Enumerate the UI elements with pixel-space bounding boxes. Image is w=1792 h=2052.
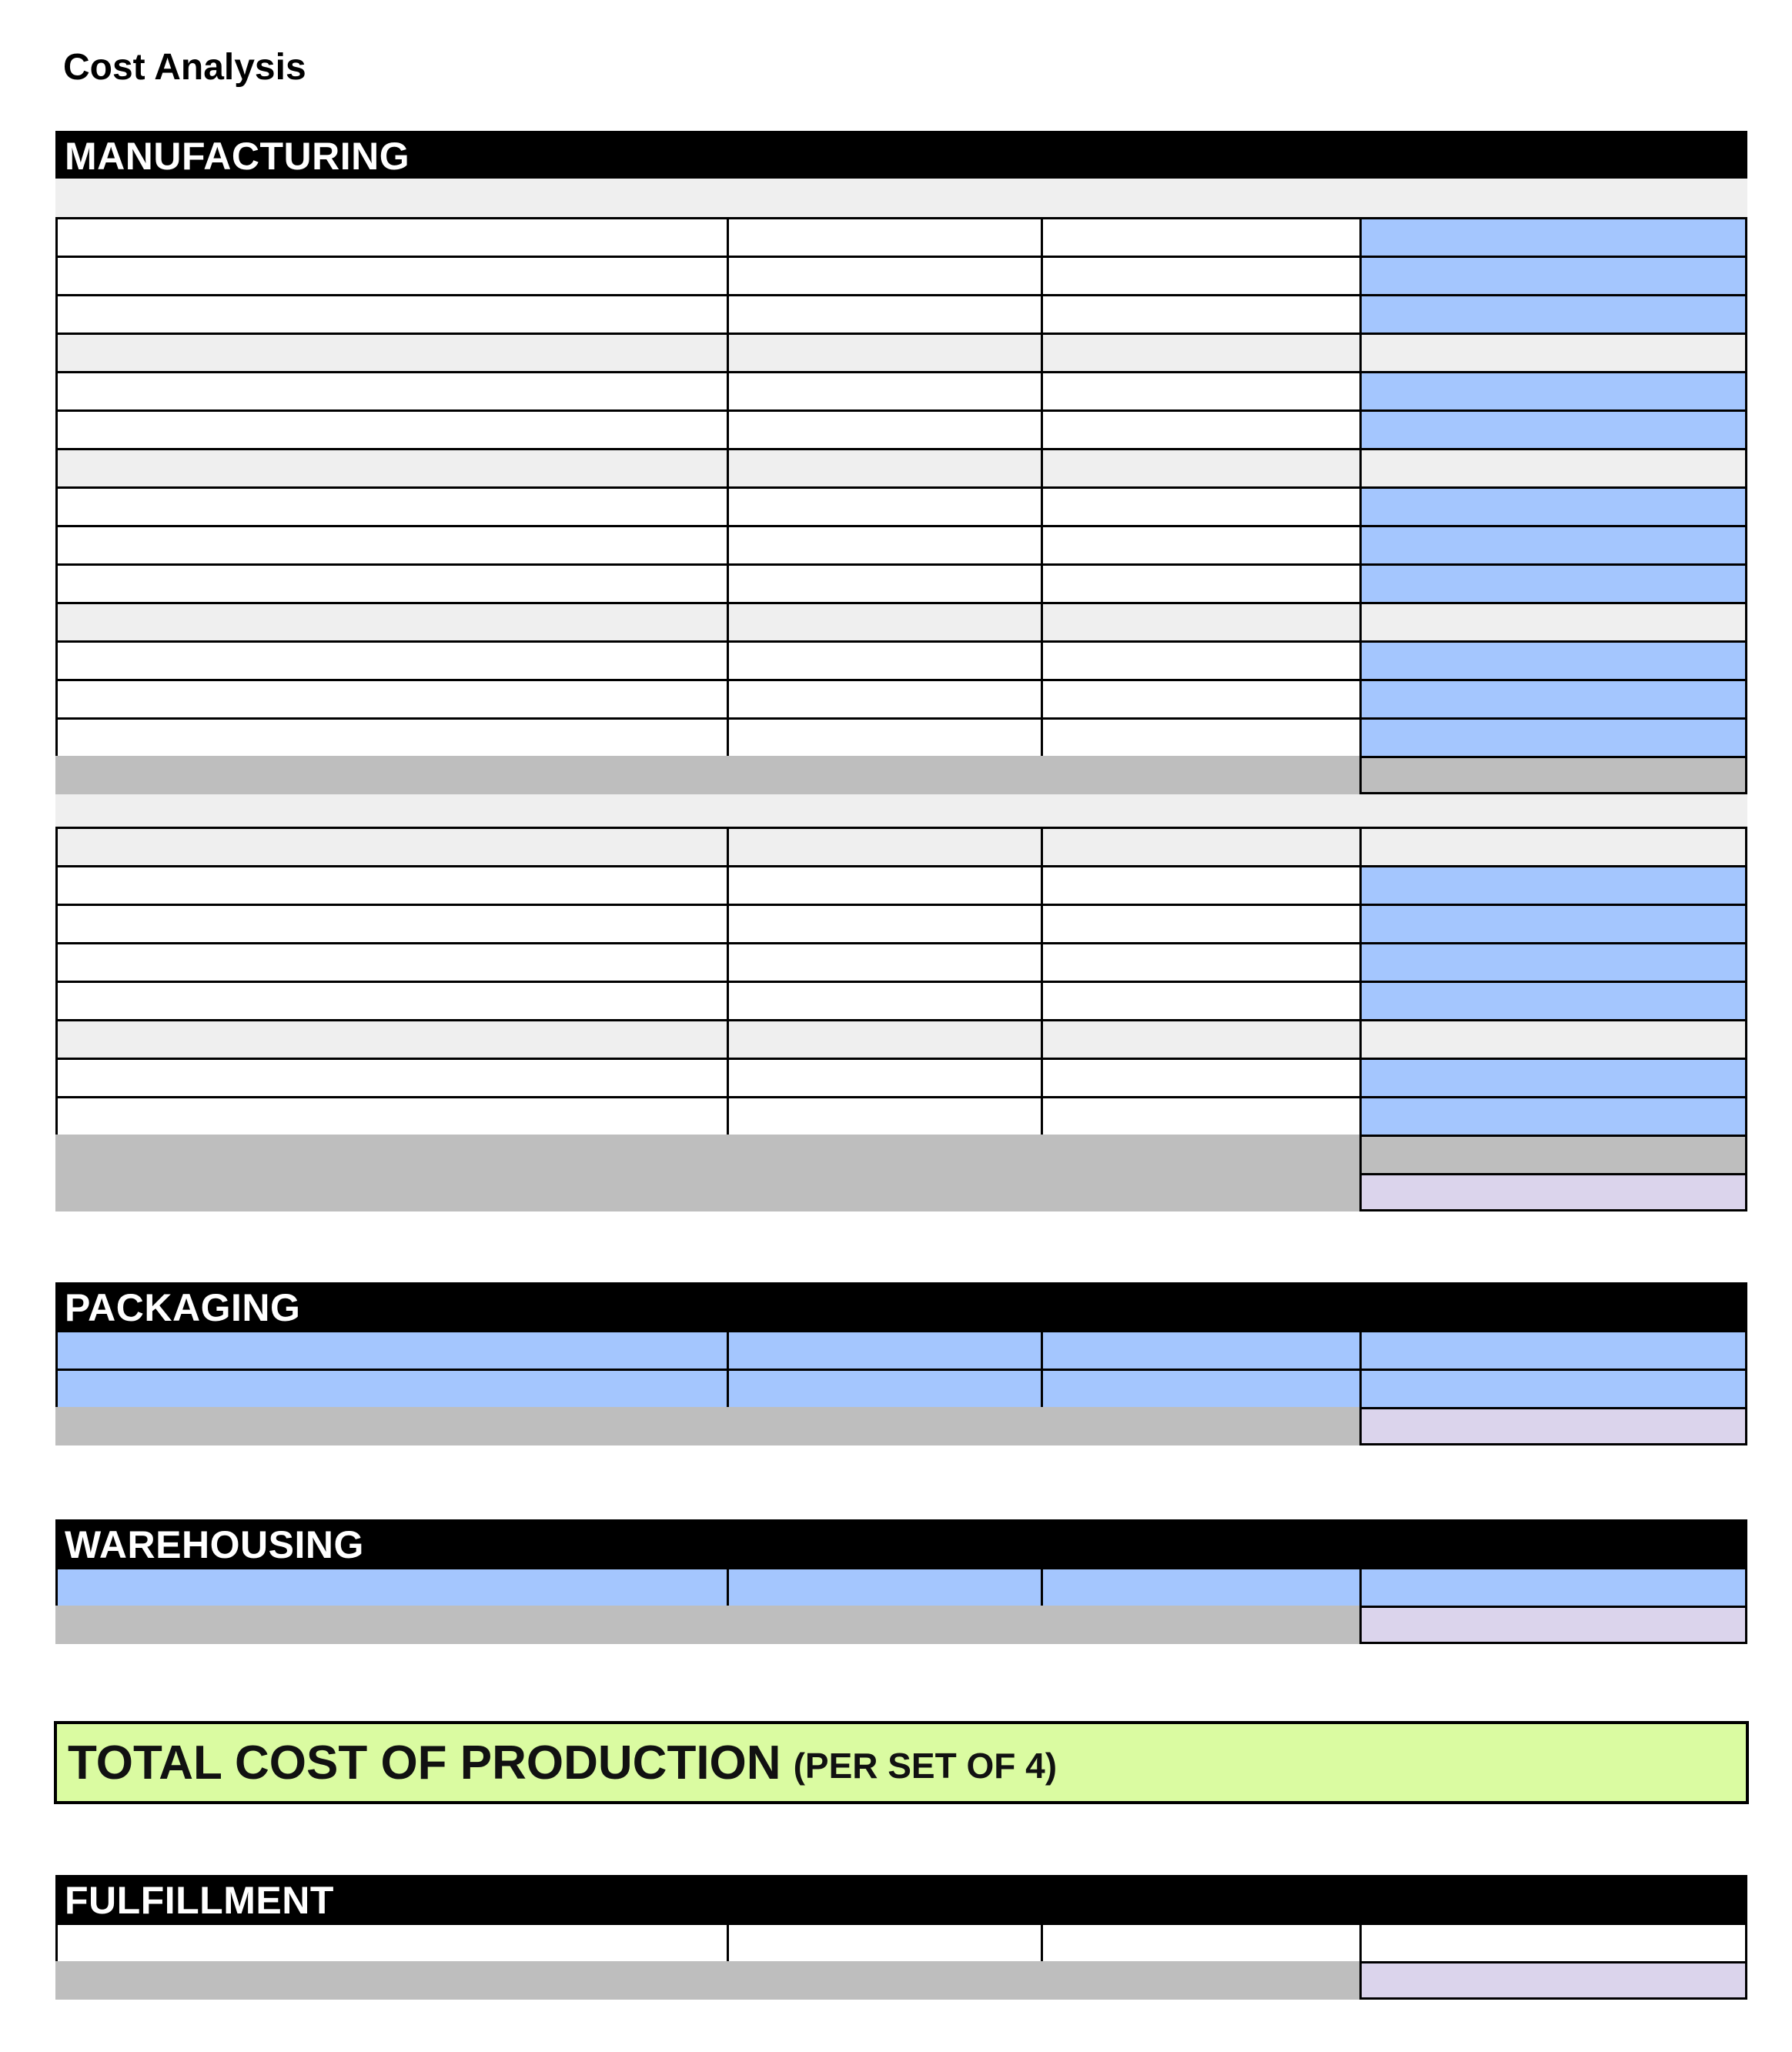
input-cell[interactable] [1359, 640, 1747, 679]
group-row-cell [55, 602, 727, 640]
table-cell[interactable] [55, 679, 727, 717]
group-row-cell [727, 827, 1041, 865]
input-cell[interactable] [1359, 1567, 1747, 1606]
table-cell[interactable] [727, 640, 1041, 679]
subtotal-cell [1359, 756, 1747, 794]
table-cell[interactable] [727, 942, 1041, 981]
table-cell[interactable] [1041, 217, 1359, 256]
table-cell[interactable] [55, 1923, 727, 1961]
table-cell[interactable] [1041, 904, 1359, 942]
group-row-cell [1041, 333, 1359, 371]
subtotal-cell [1359, 1135, 1747, 1173]
total-cost-qualifier: (PER SET OF 4) [793, 1746, 1058, 1786]
group-row-cell [55, 1019, 727, 1058]
input-cell[interactable] [1041, 1369, 1359, 1407]
table-cell[interactable] [55, 256, 727, 294]
table-cell[interactable] [55, 294, 727, 333]
warehousing-header: WAREHOUSING [55, 1519, 1747, 1567]
group-row-cell [1041, 602, 1359, 640]
table-cell[interactable] [55, 525, 727, 563]
table-cell[interactable] [727, 865, 1041, 904]
table-cell[interactable] [727, 904, 1041, 942]
table-cell[interactable] [1359, 1923, 1747, 1961]
group-row-cell [727, 602, 1041, 640]
table-cell[interactable] [55, 865, 727, 904]
packaging-table [55, 1330, 1747, 1445]
fulfillment-table [55, 1923, 1747, 2000]
input-cell[interactable] [1359, 1330, 1747, 1369]
group-row-cell [1359, 448, 1747, 486]
total-label-cell [55, 1173, 1359, 1211]
input-cell[interactable] [1359, 1369, 1747, 1407]
total-cost-banner [54, 1721, 1749, 1804]
table-cell[interactable] [727, 486, 1041, 525]
table-cell[interactable] [727, 1923, 1041, 1961]
table-cell[interactable] [55, 409, 727, 448]
table-cell[interactable] [1041, 717, 1359, 756]
table-cell[interactable] [1041, 486, 1359, 525]
packaging-total-cell [1359, 1407, 1747, 1445]
total-label-cell [55, 1407, 1359, 1445]
table-cell[interactable] [1041, 256, 1359, 294]
manufacturing-table-a [55, 217, 1747, 794]
table-cell[interactable] [727, 525, 1041, 563]
input-cell[interactable] [1359, 256, 1747, 294]
input-cell[interactable] [727, 1369, 1041, 1407]
table-cell[interactable] [55, 981, 727, 1019]
input-cell[interactable] [1359, 679, 1747, 717]
input-cell[interactable] [1359, 1058, 1747, 1096]
table-cell[interactable] [1041, 1096, 1359, 1135]
table-cell[interactable] [55, 717, 727, 756]
input-cell[interactable] [1359, 525, 1747, 563]
manufacturing-subheader-band [55, 179, 1747, 217]
input-cell[interactable] [1359, 294, 1747, 333]
packaging-header: PACKAGING [55, 1282, 1747, 1330]
input-cell[interactable] [55, 1330, 727, 1369]
table-cell[interactable] [1041, 1923, 1359, 1961]
table-cell[interactable] [55, 371, 727, 409]
table-cell[interactable] [55, 563, 727, 602]
group-row-cell [727, 448, 1041, 486]
total-label-cell [55, 1606, 1359, 1644]
table-cell[interactable] [1041, 679, 1359, 717]
input-cell[interactable] [1359, 563, 1747, 602]
table-cell[interactable] [55, 1096, 727, 1135]
subtotal-label-cell [55, 756, 1359, 794]
page-title: Cost Analysis [63, 47, 306, 88]
table-cell[interactable] [727, 409, 1041, 448]
table-cell[interactable] [1041, 640, 1359, 679]
table-cell[interactable] [1041, 409, 1359, 448]
input-cell[interactable] [55, 1369, 727, 1407]
table-cell[interactable] [727, 256, 1041, 294]
table-cell[interactable] [55, 1058, 727, 1096]
manufacturing-header: MANUFACTURING [55, 131, 1747, 179]
group-row-cell [1359, 602, 1747, 640]
fulfillment-total-cell [1359, 1961, 1747, 2000]
table-cell[interactable] [1041, 371, 1359, 409]
table-cell[interactable] [727, 563, 1041, 602]
table-cell[interactable] [1041, 525, 1359, 563]
input-cell[interactable] [1359, 717, 1747, 756]
group-row-cell [1359, 333, 1747, 371]
table-cell[interactable] [727, 679, 1041, 717]
warehousing-table [55, 1567, 1747, 1644]
table-cell[interactable] [1041, 1058, 1359, 1096]
group-row-cell [55, 827, 727, 865]
group-row-cell [727, 1019, 1041, 1058]
group-row-cell [55, 448, 727, 486]
fulfillment-header: FULFILLMENT [55, 1875, 1747, 1923]
table-cell[interactable] [727, 981, 1041, 1019]
subtotal-label-cell [55, 1135, 1359, 1173]
group-row-cell [1359, 827, 1747, 865]
table-cell[interactable] [55, 904, 727, 942]
manufacturing-table-b [55, 827, 1747, 1211]
table-cell[interactable] [727, 371, 1041, 409]
table-cell[interactable] [727, 1096, 1041, 1135]
table-cell[interactable] [55, 640, 727, 679]
table-cell[interactable] [727, 1058, 1041, 1096]
group-row-cell [727, 333, 1041, 371]
input-cell[interactable] [1359, 371, 1747, 409]
input-cell[interactable] [1359, 409, 1747, 448]
warehousing-total-cell [1359, 1606, 1747, 1644]
table-cell[interactable] [727, 217, 1041, 256]
table-cell[interactable] [1041, 563, 1359, 602]
input-cell[interactable] [1359, 981, 1747, 1019]
group-row-cell [1041, 448, 1359, 486]
total-label-cell [55, 1961, 1359, 2000]
input-cell[interactable] [1041, 1330, 1359, 1369]
input-cell[interactable] [727, 1567, 1041, 1606]
table-cell[interactable] [55, 486, 727, 525]
table-cell[interactable] [1041, 865, 1359, 904]
total-cost-label: TOTAL COST OF PRODUCTION [68, 1736, 781, 1790]
input-cell[interactable] [1359, 1096, 1747, 1135]
input-cell[interactable] [1359, 904, 1747, 942]
input-cell[interactable] [1359, 865, 1747, 904]
input-cell[interactable] [1359, 217, 1747, 256]
group-row-cell [1041, 827, 1359, 865]
table-cell[interactable] [1041, 294, 1359, 333]
group-row-cell [55, 333, 727, 371]
manufacturing-total-cell [1359, 1173, 1747, 1211]
table-cell[interactable] [727, 717, 1041, 756]
table-cell[interactable] [55, 217, 727, 256]
table-cell[interactable] [1041, 942, 1359, 981]
input-cell[interactable] [1359, 942, 1747, 981]
input-cell[interactable] [1359, 486, 1747, 525]
group-row-cell [1359, 1019, 1747, 1058]
group-row-cell [1041, 1019, 1359, 1058]
table-cell[interactable] [727, 294, 1041, 333]
input-cell[interactable] [55, 1567, 727, 1606]
input-cell[interactable] [1041, 1567, 1359, 1606]
table-cell[interactable] [55, 942, 727, 981]
table-cell[interactable] [1041, 981, 1359, 1019]
input-cell[interactable] [727, 1330, 1041, 1369]
